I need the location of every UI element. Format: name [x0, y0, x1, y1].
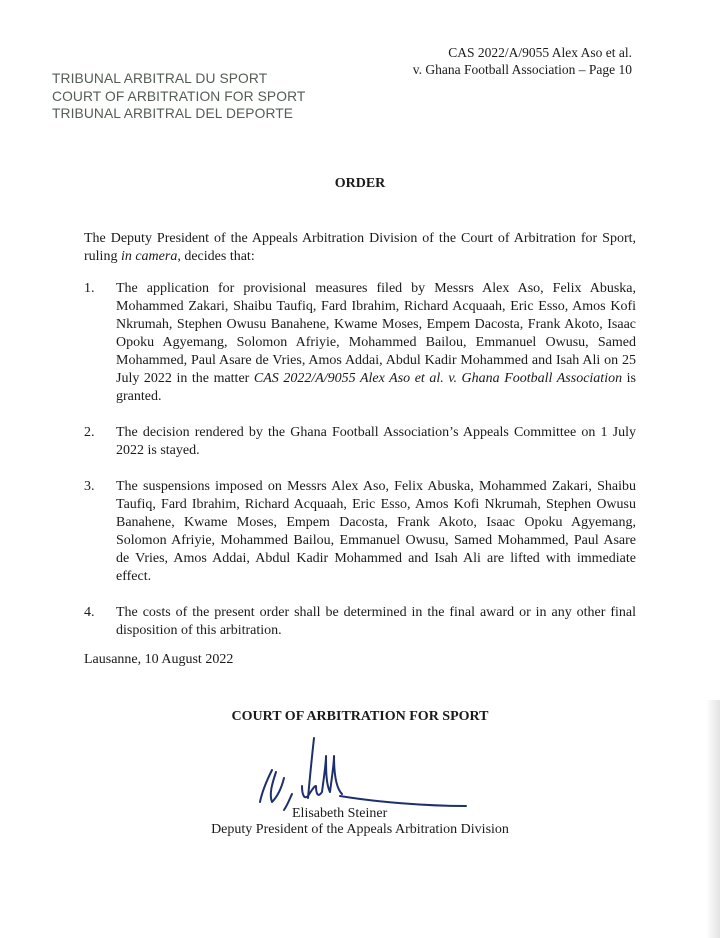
- item-text-italic: CAS 2022/A/9055 Alex Aso et al. v. Ghana Football Association: [253, 371, 623, 386]
- order-item-4: [84, 604, 636, 640]
- tribunal-letterhead: [52, 70, 305, 123]
- item-number: 4.: [84, 605, 95, 620]
- item-text: The costs of the present order shall be determined in the final award or in any other final disposition of this arbitration.: [116, 605, 636, 638]
- tribunal-name-en: COURT OF ARBITRATION FOR SPORT: [52, 88, 306, 104]
- item-text: The decision rendered by the Ghana Football Association’s Appeals Committee on 1 July 2022 is stayed.: [116, 425, 636, 458]
- tribunal-name-es: TRIBUNAL ARBITRAL DEL DEPORTE: [52, 106, 294, 121]
- case-reference-line-1: CAS 2022/A/9055 Alex Aso et al.: [448, 45, 632, 60]
- item-text-after: is granted.: [116, 371, 636, 404]
- order-item-3: [84, 478, 636, 586]
- intro-text-1: The Deputy President of the Appeals Arbitration Division of the Court of Arbitration for Sport, ruling: [84, 231, 636, 264]
- item-number: 1.: [84, 281, 95, 296]
- item-number: 2.: [84, 425, 95, 440]
- page-edge-shadow: [706, 700, 720, 938]
- item-number: 3.: [84, 479, 95, 494]
- order-item-2: [84, 424, 636, 460]
- signing-body: COURT OF ARBITRATION FOR SPORT: [231, 709, 489, 724]
- tribunal-name-fr: TRIBUNAL ARBITRAL DU SPORT: [52, 71, 268, 86]
- case-reference-line-2: v. Ghana Football Association – Page 10: [412, 62, 632, 77]
- place-date: Lausanne, 10 August 2022: [84, 652, 234, 667]
- order-item-1: [84, 280, 636, 406]
- signer-title: Deputy President of the Appeals Arbitration Division: [211, 822, 509, 837]
- item-text-before: The application for provisional measures filed by Messrs Alex Aso, Felix Abuska, Mohammed Zakari, Shaibu Taufiq, Fard Ibrahim, Richard Acquaah, Eric Esso, Amos Kofi Nkrumah, Stephen Owusu Banahene, Kwame Moses, Empem Dacosta, Frank Akoto, Isaac Opoku Agyemang, Solomon Afriyie, Mohammed Bailou, Emmanuel Owusu, Samed Mohammed, Paul Asare de Vries, Amos Addai, Abdul Kadir Mohammed and Isah Ali on 25 July 2022 in the matter: [116, 281, 636, 386]
- signer-name: Elisabeth Steiner: [292, 806, 388, 821]
- case-reference: [413, 44, 632, 78]
- intro-paragraph: [84, 230, 636, 266]
- item-text: The suspensions imposed on Messrs Alex Aso, Felix Abuska, Mohammed Zakari, Shaibu Taufiq, Fard Ibrahim, Richard Acquaah, Eric Esso, Amos Kofi Nkrumah, Stephen Owusu Banahene, Kwame Moses, Empem Dacosta, Frank Akoto, Isaac Opoku Agyemang, Solomon Afriyie, Mohammed Bailou, Emmanuel Owusu, Samed Mohammed, Paul Asare de Vries, Amos Addai, Abdul Kadir Mohammed and Isah Ali are lifted with immediate effect.: [116, 479, 636, 584]
- intro-italic: in camera: [120, 249, 178, 264]
- document-title: ORDER: [334, 176, 386, 191]
- order-items: [84, 280, 636, 640]
- intro-text-2: , decides that:: [177, 249, 255, 264]
